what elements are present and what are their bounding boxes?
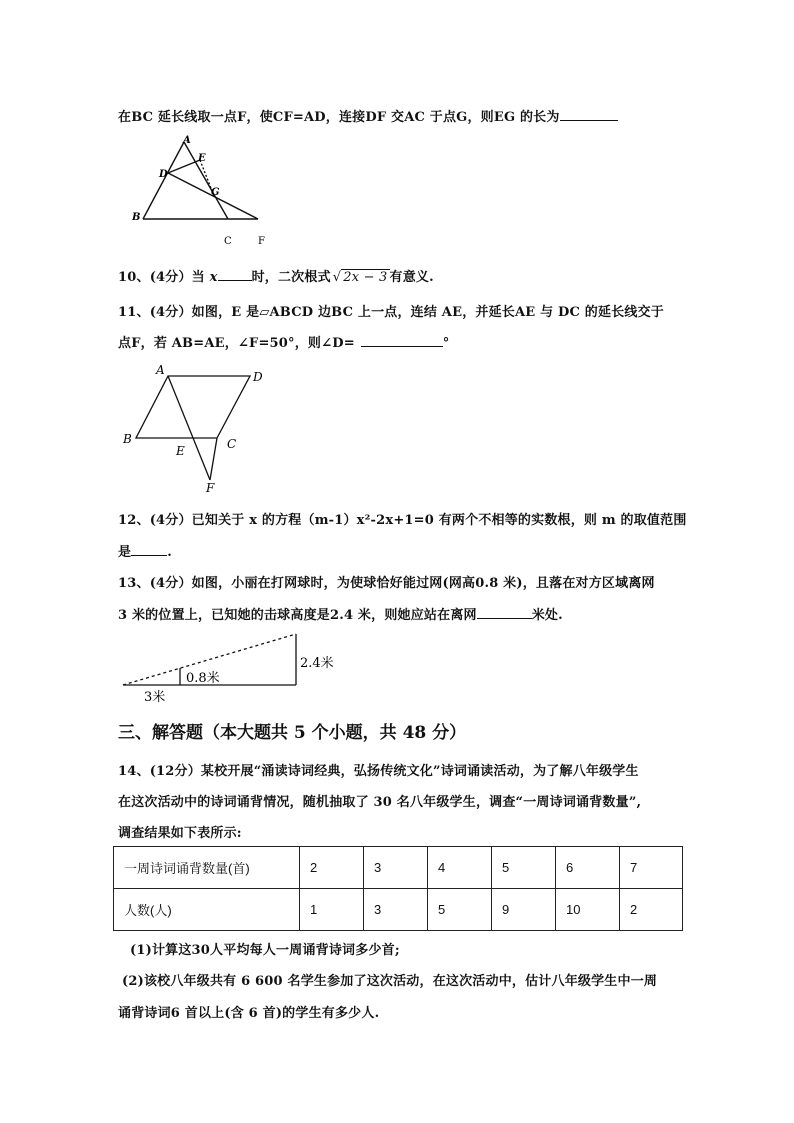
q12-line2-suffix: . <box>167 545 172 560</box>
label-net-height: 0.8米 <box>186 671 220 686</box>
q10-var: x <box>209 270 218 285</box>
q13-line2 <box>118 604 563 623</box>
q14-line3: 调查结果如下表所示: <box>118 826 242 841</box>
q13-line2-prefix: 3 米的位置上，已知她的击球高度是2.4 米，则她应站在离网 <box>118 608 477 623</box>
label-e: E <box>176 444 185 458</box>
label-a: A <box>183 135 191 146</box>
section-3-title: 三、解答题（本大题共 5 个小题，共 48 分） <box>118 723 467 743</box>
q10-prefix: 10、(4分）当 <box>118 270 210 285</box>
table-cell: 2 <box>300 847 364 889</box>
table-cell: 2 <box>620 889 683 931</box>
q9-figure <box>128 133 288 248</box>
table-cell: 6 <box>556 847 620 889</box>
q10-radical: √ 2x − 3 <box>332 270 388 285</box>
q12-answer-blank <box>131 543 167 556</box>
label-f: F <box>258 236 265 247</box>
q14-line1: 14、(12分）某校开展“涌读诗词经典，弘扬传统文化”诗词诵读活动，为了解八年级学生 <box>118 764 639 779</box>
q14-table <box>113 846 683 931</box>
label-b: B <box>123 432 132 446</box>
segment-af <box>168 376 210 480</box>
label-d: D <box>253 370 263 384</box>
q14-sub1: (1)计算这30人平均每人一周诵背诗词多少首; <box>130 943 400 958</box>
label-distance: 3米 <box>144 690 166 705</box>
side-ab <box>143 142 184 219</box>
q12-line2-prefix: 是 <box>118 545 132 560</box>
q9-answer-blank <box>560 108 618 121</box>
q12-line2 <box>118 541 172 560</box>
q13-answer-blank <box>477 606 532 619</box>
q11-figure <box>120 362 280 497</box>
q11-line2-prefix: 点F，若 AB=AE，∠F=50°，则∠D= <box>118 336 355 351</box>
q13-line1: 13、(4分）如图，小丽在打网球时，为使球恰好能过网(网高0.8 米)，且落在对方区域离网 <box>118 576 655 591</box>
q10-suffix: 有意义. <box>389 270 434 285</box>
segment-cf <box>210 438 217 480</box>
q10-radicand: 2x − 3 <box>343 270 388 285</box>
q13-line2-suffix: 米处. <box>531 608 563 623</box>
q10-answer-blank <box>218 268 252 281</box>
q14-sub2-line2: 诵背诗词6 首以上(含 6 首)的学生有多少人. <box>118 1006 380 1021</box>
row-header: 人数(人) <box>114 889 300 931</box>
q9-text: 在BC 延长线取一点F，使CF=AD，连接DF 交AC 于点G，则EG 的长为 <box>118 110 560 125</box>
q9-text-line <box>118 106 618 125</box>
table-cell: 1 <box>300 889 364 931</box>
label-f: F <box>206 481 215 495</box>
label-c: C <box>224 236 232 247</box>
label-d: D <box>159 169 168 180</box>
q14-sub2-line1: (2)该校八年级共有 6 600 名学生参加了这次活动，在这次活动中，估计八年级学生中一周 <box>122 974 658 989</box>
label-a: A <box>156 363 165 377</box>
table-cell: 5 <box>428 889 492 931</box>
table-cell: 3 <box>364 847 428 889</box>
q11-answer-blank <box>361 334 443 347</box>
row-header: 一周诗词诵背数量(首) <box>114 847 300 889</box>
table-row <box>114 889 683 931</box>
label-c: C <box>227 437 237 451</box>
side-ac <box>184 142 228 219</box>
parallelogram-abcd <box>136 376 250 438</box>
q10-line <box>118 266 434 285</box>
table-cell: 7 <box>620 847 683 889</box>
label-e: E <box>198 153 206 164</box>
q12-line1: 12、(4分）已知关于 x 的方程（m-1）x²-2x+1=0 有两个不相等的实数根，则 m 的取值范围 <box>118 513 687 528</box>
q11-line2 <box>118 332 450 351</box>
q11-line1: 11、(4分）如图，E 是▱ABCD 边BC 上一点，连结 AE，并延长AE 与 DC 的延长线交于 <box>118 305 664 320</box>
label-g: G <box>211 187 220 198</box>
q11-line2-suffix: ° <box>442 336 450 351</box>
q14-line2: 在这次活动中的诗词诵背情况，随机抽取了 30 名八年级学生，调查“一周诗词诵背数量”, <box>118 795 642 810</box>
table-cell: 9 <box>492 889 556 931</box>
label-hit-height: 2.4米 <box>300 656 334 671</box>
table-cell: 5 <box>492 847 556 889</box>
table-cell: 10 <box>556 889 620 931</box>
q10-middle: 时，二次根式 <box>251 270 331 285</box>
label-b: B <box>132 212 141 223</box>
table-row <box>114 847 683 889</box>
q13-figure <box>118 632 348 707</box>
table-cell: 3 <box>364 889 428 931</box>
table-cell: 4 <box>428 847 492 889</box>
